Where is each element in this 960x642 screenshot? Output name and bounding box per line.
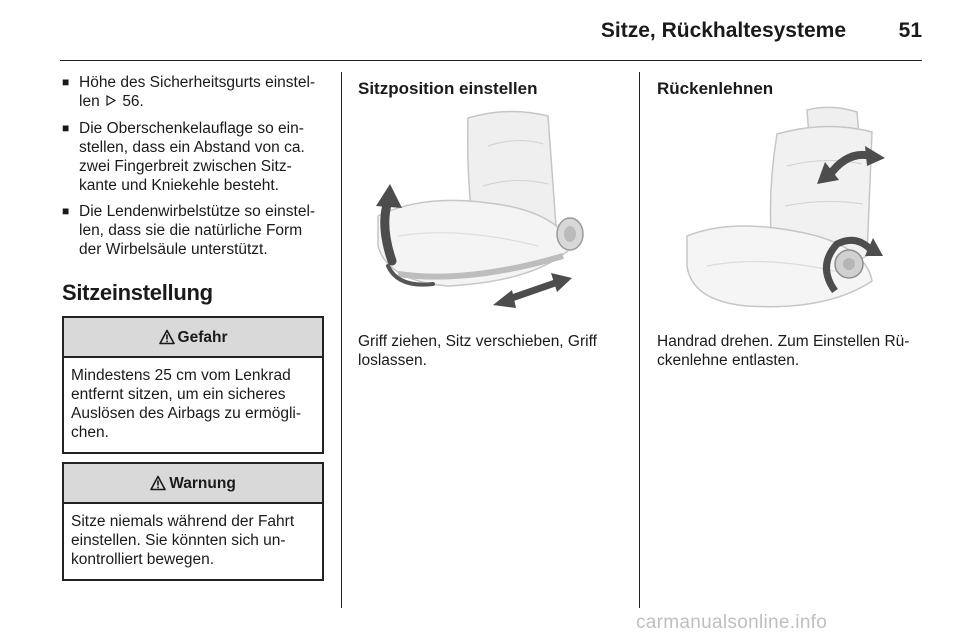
page-number: 51 bbox=[898, 19, 922, 42]
warning-box-text: Sitze niemals während der Fahrt einstellen. Sie könnten sich un-kontrolliert bewegen. bbox=[71, 513, 295, 568]
subsection-title: Sitzposition einstellen bbox=[358, 79, 538, 98]
warning-box-label: Warnung bbox=[169, 474, 236, 492]
list-item bbox=[62, 119, 324, 195]
seat-position-illustration bbox=[358, 106, 622, 320]
bullet-marker: ■ bbox=[62, 121, 70, 135]
list-item bbox=[62, 202, 324, 259]
adjustment-bullet-list bbox=[62, 73, 324, 259]
danger-box-label: Gefahr bbox=[177, 328, 228, 346]
bullet-marker: ■ bbox=[62, 75, 70, 89]
danger-box-text: Mindestens 25 cm vom Lenkrad entfernt sitzen, um ein sicheres Auslösen des Airbags zu ermögli-chen. bbox=[71, 367, 302, 441]
header-rule bbox=[60, 60, 922, 61]
danger-box-header bbox=[64, 318, 322, 358]
list-item-text: Die Lendenwirbelstütze so einstel-len, dass sie die natürliche Form der Wirbelsäule unterstützt. bbox=[79, 203, 316, 258]
watermark: carmanualsonline.info bbox=[636, 612, 828, 633]
subsection-title: Rückenlehnen bbox=[657, 79, 774, 98]
danger-box bbox=[62, 316, 324, 454]
column-right bbox=[657, 73, 921, 370]
section-title: Sitzeinstellung bbox=[62, 280, 213, 305]
warning-triangle-icon bbox=[150, 475, 166, 491]
warning-box bbox=[62, 462, 324, 581]
list-item-text: Die Oberschenkelauflage so ein-stellen, dass ein Abstand von ca. zwei Fingerbreit zwischen Sitz-kante und Kniekehle besteht. bbox=[79, 120, 305, 194]
column-middle bbox=[358, 73, 622, 370]
column-left bbox=[62, 73, 324, 589]
list-item bbox=[62, 73, 324, 112]
warning-triangle-icon bbox=[159, 329, 175, 345]
bullet-marker: ■ bbox=[62, 204, 70, 218]
column-divider-left bbox=[341, 72, 342, 608]
page-reference-arrow-icon[interactable] bbox=[106, 93, 116, 112]
backrest-illustration bbox=[657, 106, 921, 320]
page-header-title: Sitze, Rückhaltesysteme bbox=[600, 19, 846, 42]
warning-box-header bbox=[64, 464, 322, 504]
figure-caption: Griff ziehen, Sitz verschieben, Griff loslassen. bbox=[358, 333, 597, 369]
list-item-text: Höhe des Sicherheitsgurts einstel-len bbox=[79, 74, 316, 110]
column-divider-right bbox=[639, 72, 640, 608]
figure-caption: Handrad drehen. Zum Einstellen Rü-ckenlehne entlasten. bbox=[657, 333, 910, 369]
page-reference-link[interactable]: 56. bbox=[122, 93, 144, 110]
